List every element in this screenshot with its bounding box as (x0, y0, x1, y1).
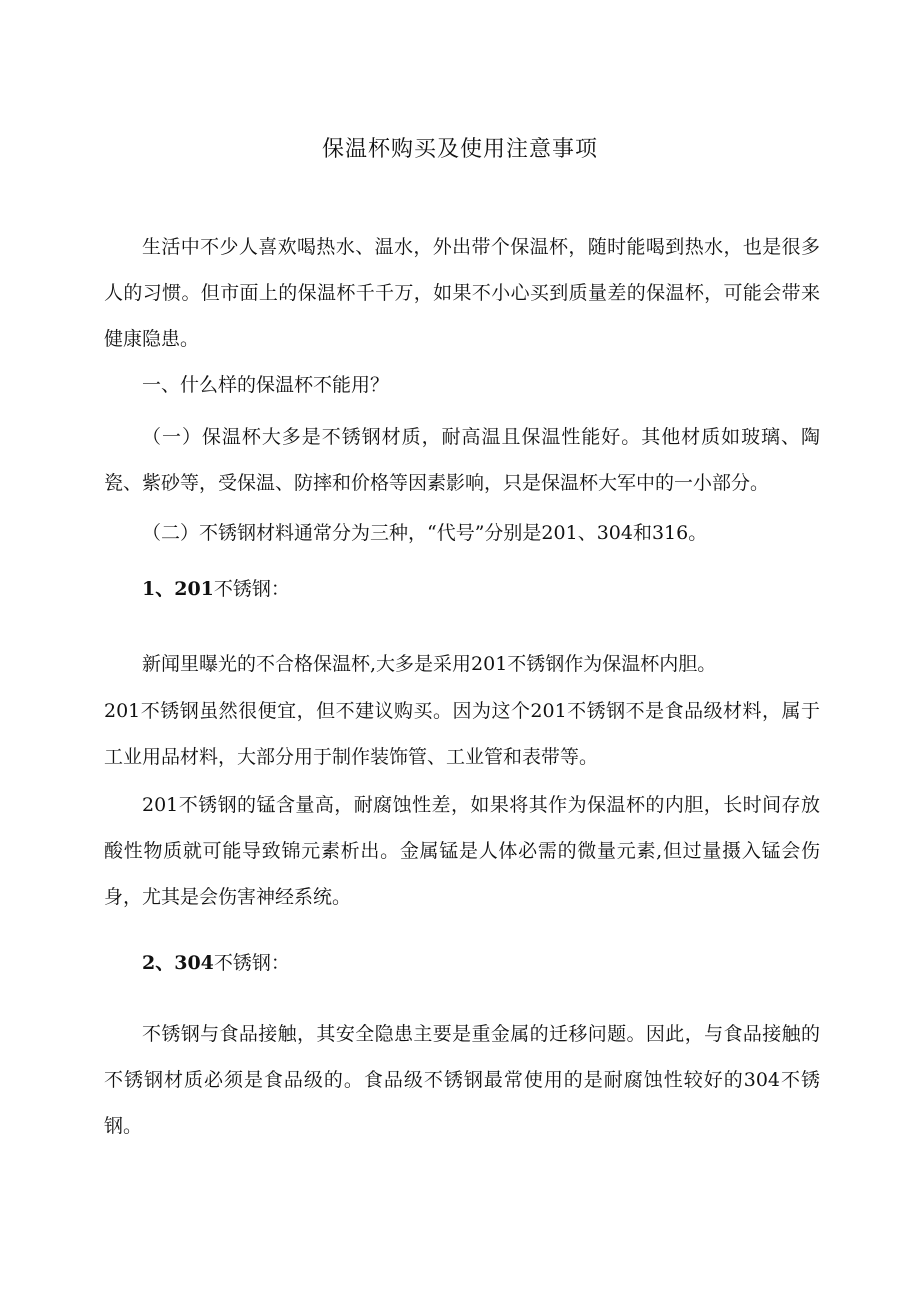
subsection-201-paragraph-3: 201不锈钢的锰含量高，耐腐蚀性差，如果将其作为保温杯的内胆，长时间存放酸性物质就可能导致锦元素析出。金属锰是人体必需的微量元素,但过量摄入锰会伤身，尤其是会伤害神经系统。 (104, 794, 820, 908)
subsection-304-number: 2、304 (142, 952, 214, 974)
subsection-304-label: 不锈钢： (213, 952, 290, 974)
section1-heading: 一、什么样的保温杯不能用？ (142, 374, 390, 396)
section1-paragraph-1: （一）保温杯大多是不锈钢材质，耐高温且保温性能好。其他材质如玻璃、陶瓷、紫砂等，受保温、防摔和价格等因素影响，只是保温杯大军中的一小部分。 (104, 426, 820, 494)
section1-paragraph-2: （二）不锈钢材料通常分为三种，“代号”分别是201、304和316。 (142, 522, 708, 544)
subsection-201-number: 1、201 (142, 578, 214, 600)
subsection-201-heading (104, 566, 820, 612)
subsection-201-paragraph-2: 201不锈钢虽然很便宜，但不建议购买。因为这个201不锈钢不是食品级材料，属于工业用品材料，大部分用于制作装饰管、工业管和表带等。 (104, 700, 820, 768)
subsection-304-paragraph-1: 不锈钢与食品接触，其安全隐患主要是重金属的迁移问题。因此，与食品接触的不锈钢材质必须是食品级的。食品级不锈钢最常使用的是耐腐蚀性较好的304不锈钢。 (104, 1023, 820, 1137)
document-title: 保温杯购买及使用注意事项 (321, 137, 598, 162)
intro-paragraph: 生活中不少人喜欢喝热水、温水，外出带个保温杯，随时能喝到热水，也是很多人的习惯。但市面上的保温杯千千万，如果不小心买到质量差的保温杯，可能会带来健康隐患。 (104, 236, 820, 350)
subsection-201-label: 不锈钢： (213, 578, 290, 600)
subsection-201-paragraph-1: 新闻里曝光的不合格保温杯,大多是采用201不锈钢作为保温杯内胆。 (142, 653, 717, 675)
subsection-304-heading (104, 940, 820, 986)
